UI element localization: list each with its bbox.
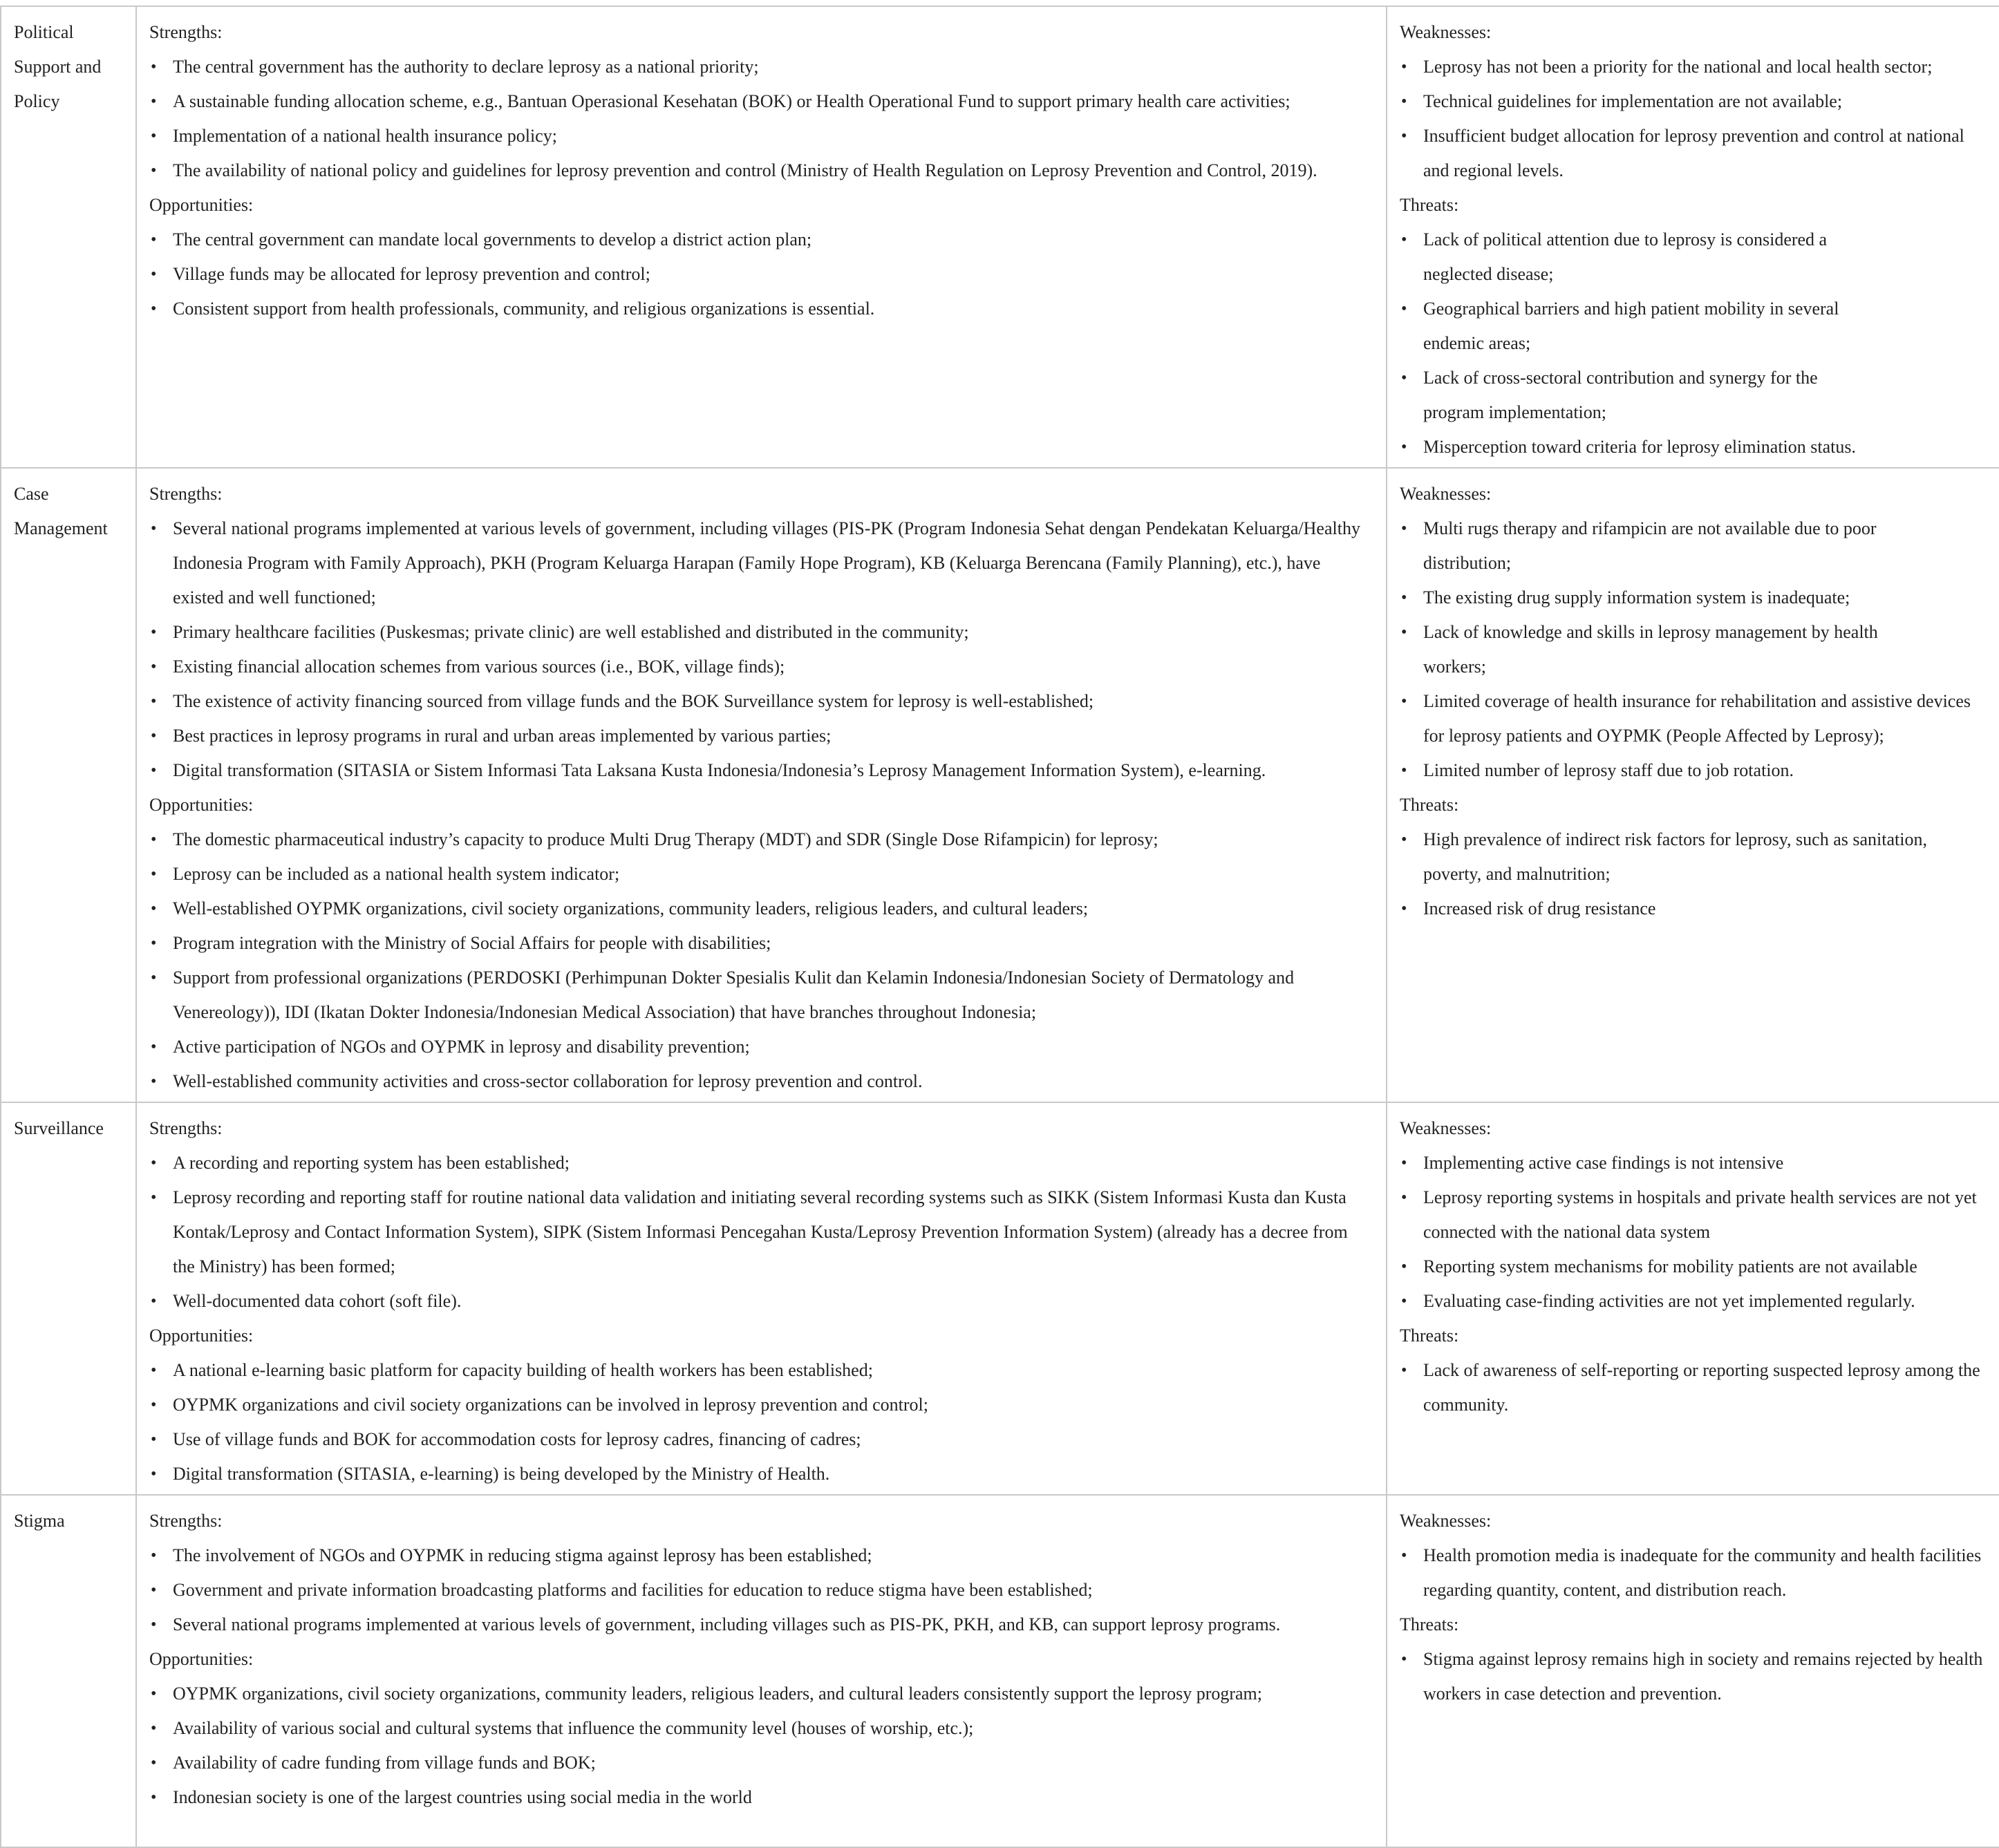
weaknesses-heading: Weaknesses: (1400, 484, 1492, 504)
list-item: • Multi rugs therapy and rifampicin are not available due to poor distribution; (1423, 511, 1987, 581)
weaknesses-heading: Weaknesses: (1400, 1118, 1492, 1138)
opportunities-heading: Opportunities: (149, 795, 254, 815)
list-item: • Technical guidelines for implementation are not available; (1423, 84, 1987, 119)
category-label: Political Support and Policy (14, 22, 102, 111)
strengths-heading: Strengths: (149, 484, 223, 504)
strengths-heading: Strengths: (149, 1118, 223, 1138)
threats-list (1400, 1353, 1987, 1422)
list-item: • The availability of national policy and guidelines for leprosy prevention and control (Ministry of Health Regulation on Leprosy Prevention and Control, 2019). (173, 153, 1373, 188)
list-item: • The central government can mandate local governments to develop a district action plan; (173, 223, 1373, 257)
category-label: Case Management (14, 484, 108, 538)
threats-list (1400, 822, 1987, 926)
strengths-opportunities-cell (136, 468, 1387, 1102)
list-item: • OYPMK organizations and civil society organizations can be involved in leprosy prevention and control; (173, 1388, 1373, 1422)
list-item: • The central government has the authority to declare leprosy as a national priority; (173, 50, 1373, 84)
category-cell (1, 1102, 136, 1495)
strengths-heading: Strengths: (149, 22, 223, 42)
threats-heading: Threats: (1400, 1614, 1459, 1634)
list-item: • Availability of cadre funding from village funds and BOK; (173, 1746, 1373, 1780)
list-item: • A sustainable funding allocation scheme, e.g., Bantuan Operasional Kesehatan (BOK) or Health Operational Fund to support primary health care activities; (173, 84, 1373, 119)
table-row (1, 6, 1999, 468)
category-label: Stigma (14, 1511, 65, 1531)
list-item: • Several national programs implemented at various levels of government, including villages such as PIS-PK, PKH, and KB, can support leprosy programs. (173, 1607, 1373, 1642)
list-item: • Availability of various social and cultural systems that influence the community level (houses of worship, etc.); (173, 1711, 1373, 1746)
list-item: • OYPMK organizations, civil society organizations, community leaders, religious leaders, and cultural leaders consistently support the leprosy program; (173, 1677, 1373, 1711)
list-item: • Digital transformation (SITASIA or Sistem Informasi Tata Laksana Kusta Indonesia/Indonesia’s Leprosy Management Information System), e-learning. (173, 753, 1373, 788)
opportunities-list (149, 223, 1373, 326)
list-item: • Use of village funds and BOK for accommodation costs for leprosy cadres, financing of cadres; (173, 1422, 1373, 1457)
table-row (1, 468, 1999, 1102)
table-row (1, 1102, 1999, 1495)
list-item: • Lack of knowledge and skills in leprosy management by health workers; (1423, 615, 1987, 684)
list-item: • Active participation of NGOs and OYPMK in leprosy and disability prevention; (173, 1030, 1373, 1064)
opportunities-heading: Opportunities: (149, 1326, 254, 1346)
list-item: • Limited number of leprosy staff due to job rotation. (1423, 753, 1987, 788)
list-item: • Lack of political attention due to leprosy is considered a neglected disease; (1423, 223, 1987, 292)
list-item: • Health promotion media is inadequate for the community and health facilities regarding quantity, content, and distribution reach. (1423, 1538, 1987, 1607)
opportunities-heading: Opportunities: (149, 1649, 254, 1669)
weaknesses-heading: Weaknesses: (1400, 22, 1492, 42)
threats-heading: Threats: (1400, 195, 1459, 215)
list-item: • Reporting system mechanisms for mobility patients are not available (1423, 1250, 1987, 1284)
category-label: Surveillance (14, 1118, 104, 1138)
strengths-opportunities-cell (136, 1102, 1387, 1495)
list-item: • The existence of activity financing sourced from village funds and the BOK Surveillance system for leprosy is well-established; (173, 684, 1373, 719)
category-cell (1, 6, 136, 468)
list-item: • Best practices in leprosy programs in rural and urban areas implemented by various parties; (173, 719, 1373, 753)
list-item: • Leprosy has not been a priority for the national and local health sector; (1423, 50, 1987, 84)
list-item: • Lack of cross-sectoral contribution and synergy for the program implementation; (1423, 361, 1987, 430)
threats-heading: Threats: (1400, 1326, 1459, 1346)
strengths-list (149, 1538, 1373, 1642)
opportunities-list (149, 1677, 1373, 1815)
list-item: • Well-established community activities and cross-sector collaboration for leprosy prevention and control. (173, 1064, 1373, 1099)
opportunities-list (149, 822, 1373, 1099)
strengths-opportunities-cell (136, 6, 1387, 468)
threats-heading: Threats: (1400, 795, 1459, 815)
category-cell (1, 468, 136, 1102)
weaknesses-threats-cell (1387, 1102, 1999, 1495)
weaknesses-threats-cell (1387, 468, 1999, 1102)
threats-list (1400, 223, 1987, 464)
list-item: • Insufficient budget allocation for leprosy prevention and control at national and regional levels. (1423, 119, 1987, 188)
list-item: • The involvement of NGOs and OYPMK in reducing stigma against leprosy has been established; (173, 1538, 1373, 1573)
list-item: • The existing drug supply information system is inadequate; (1423, 581, 1987, 615)
strengths-list (149, 50, 1373, 188)
weaknesses-threats-cell (1387, 6, 1999, 468)
strengths-heading: Strengths: (149, 1511, 223, 1531)
list-item: • Primary healthcare facilities (Puskesmas; private clinic) are well established and distributed in the community; (173, 615, 1373, 650)
opportunities-list (149, 1353, 1373, 1491)
list-item: • Increased risk of drug resistance (1423, 892, 1987, 926)
list-item: • Support from professional organizations (PERDOSKI (Perhimpunan Dokter Spesialis Kulit dan Kelamin Indonesia/Indonesian Society of Dermatology and Venereology)), IDI (Ikatan Dokter Indonesia/Indonesian Medical Association) that have branches throughout Indonesia; (173, 961, 1373, 1030)
category-cell (1, 1495, 136, 1847)
list-item: • Geographical barriers and high patient mobility in several endemic areas; (1423, 292, 1987, 361)
list-item: • Well-documented data cohort (soft file). (173, 1284, 1373, 1319)
list-item: • Consistent support from health professionals, community, and religious organizations is essential. (173, 292, 1373, 326)
list-item: • Indonesian society is one of the largest countries using social media in the world (173, 1780, 1373, 1815)
weaknesses-list (1400, 1538, 1987, 1607)
list-item: • Lack of awareness of self-reporting or reporting suspected leprosy among the community. (1423, 1353, 1987, 1422)
list-item: • Government and private information broadcasting platforms and facilities for education to reduce stigma have been established; (173, 1573, 1373, 1607)
list-item: • The domestic pharmaceutical industry’s capacity to produce Multi Drug Therapy (MDT) and SDR (Single Dose Rifampicin) for leprosy; (173, 822, 1373, 857)
strengths-opportunities-cell (136, 1495, 1387, 1847)
list-item: • High prevalence of indirect risk factors for leprosy, such as sanitation, poverty, and malnutrition; (1423, 822, 1987, 892)
list-item: • Leprosy reporting systems in hospitals and private health services are not yet connected with the national data system (1423, 1180, 1987, 1250)
list-item: • Misperception toward criteria for leprosy elimination status. (1423, 430, 1987, 464)
weaknesses-threats-cell (1387, 1495, 1999, 1847)
strengths-list (149, 511, 1373, 788)
list-item: • Leprosy recording and reporting staff for routine national data validation and initiating several recording systems such as SIKK (Sistem Informasi Kusta dan Kusta Kontak/Leprosy and Contact Information System), SIPK (Sistem Informasi Pencegahan Kusta/Leprosy Prevention Information System) (already has a decree from the Ministry) has been formed; (173, 1180, 1373, 1284)
list-item: • Village funds may be allocated for leprosy prevention and control; (173, 257, 1373, 292)
list-item: • Well-established OYPMK organizations, civil society organizations, community leaders, religious leaders, and cultural leaders; (173, 892, 1373, 926)
threats-list (1400, 1642, 1987, 1711)
weaknesses-list (1400, 511, 1987, 788)
weaknesses-list (1400, 1146, 1987, 1319)
list-item: • A national e-learning basic platform for capacity building of health workers has been established; (173, 1353, 1373, 1388)
table-row (1, 1495, 1999, 1847)
list-item: • Implementation of a national health insurance policy; (173, 119, 1373, 153)
list-item: • A recording and reporting system has been established; (173, 1146, 1373, 1180)
list-item: • Digital transformation (SITASIA, e-learning) is being developed by the Ministry of Health. (173, 1457, 1373, 1491)
weaknesses-list (1400, 50, 1987, 188)
strengths-list (149, 1146, 1373, 1319)
list-item: • Program integration with the Ministry of Social Affairs for people with disabilities; (173, 926, 1373, 961)
list-item: • Evaluating case-finding activities are not yet implemented regularly. (1423, 1284, 1987, 1319)
list-item: • Stigma against leprosy remains high in society and remains rejected by health workers in case detection and prevention. (1423, 1642, 1987, 1711)
list-item: • Limited coverage of health insurance for rehabilitation and assistive devices for leprosy patients and OYPMK (People Affected by Leprosy); (1423, 684, 1987, 753)
list-item: • Implementing active case findings is not intensive (1423, 1146, 1987, 1180)
list-item: • Several national programs implemented at various levels of government, including villages (PIS-PK (Program Indonesia Sehat dengan Pendekatan Keluarga/Healthy Indonesia Program with Family Approach), PKH (Program Keluarga Harapan (Family Hope Program), KB (Keluarga Berencana (Family Planning), etc.), have existed and well functioned; (173, 511, 1373, 615)
swot-table (0, 6, 1999, 1848)
weaknesses-heading: Weaknesses: (1400, 1511, 1492, 1531)
list-item: • Leprosy can be included as a national health system indicator; (173, 857, 1373, 892)
opportunities-heading: Opportunities: (149, 195, 254, 215)
list-item: • Existing financial allocation schemes from various sources (i.e., BOK, village finds); (173, 650, 1373, 684)
